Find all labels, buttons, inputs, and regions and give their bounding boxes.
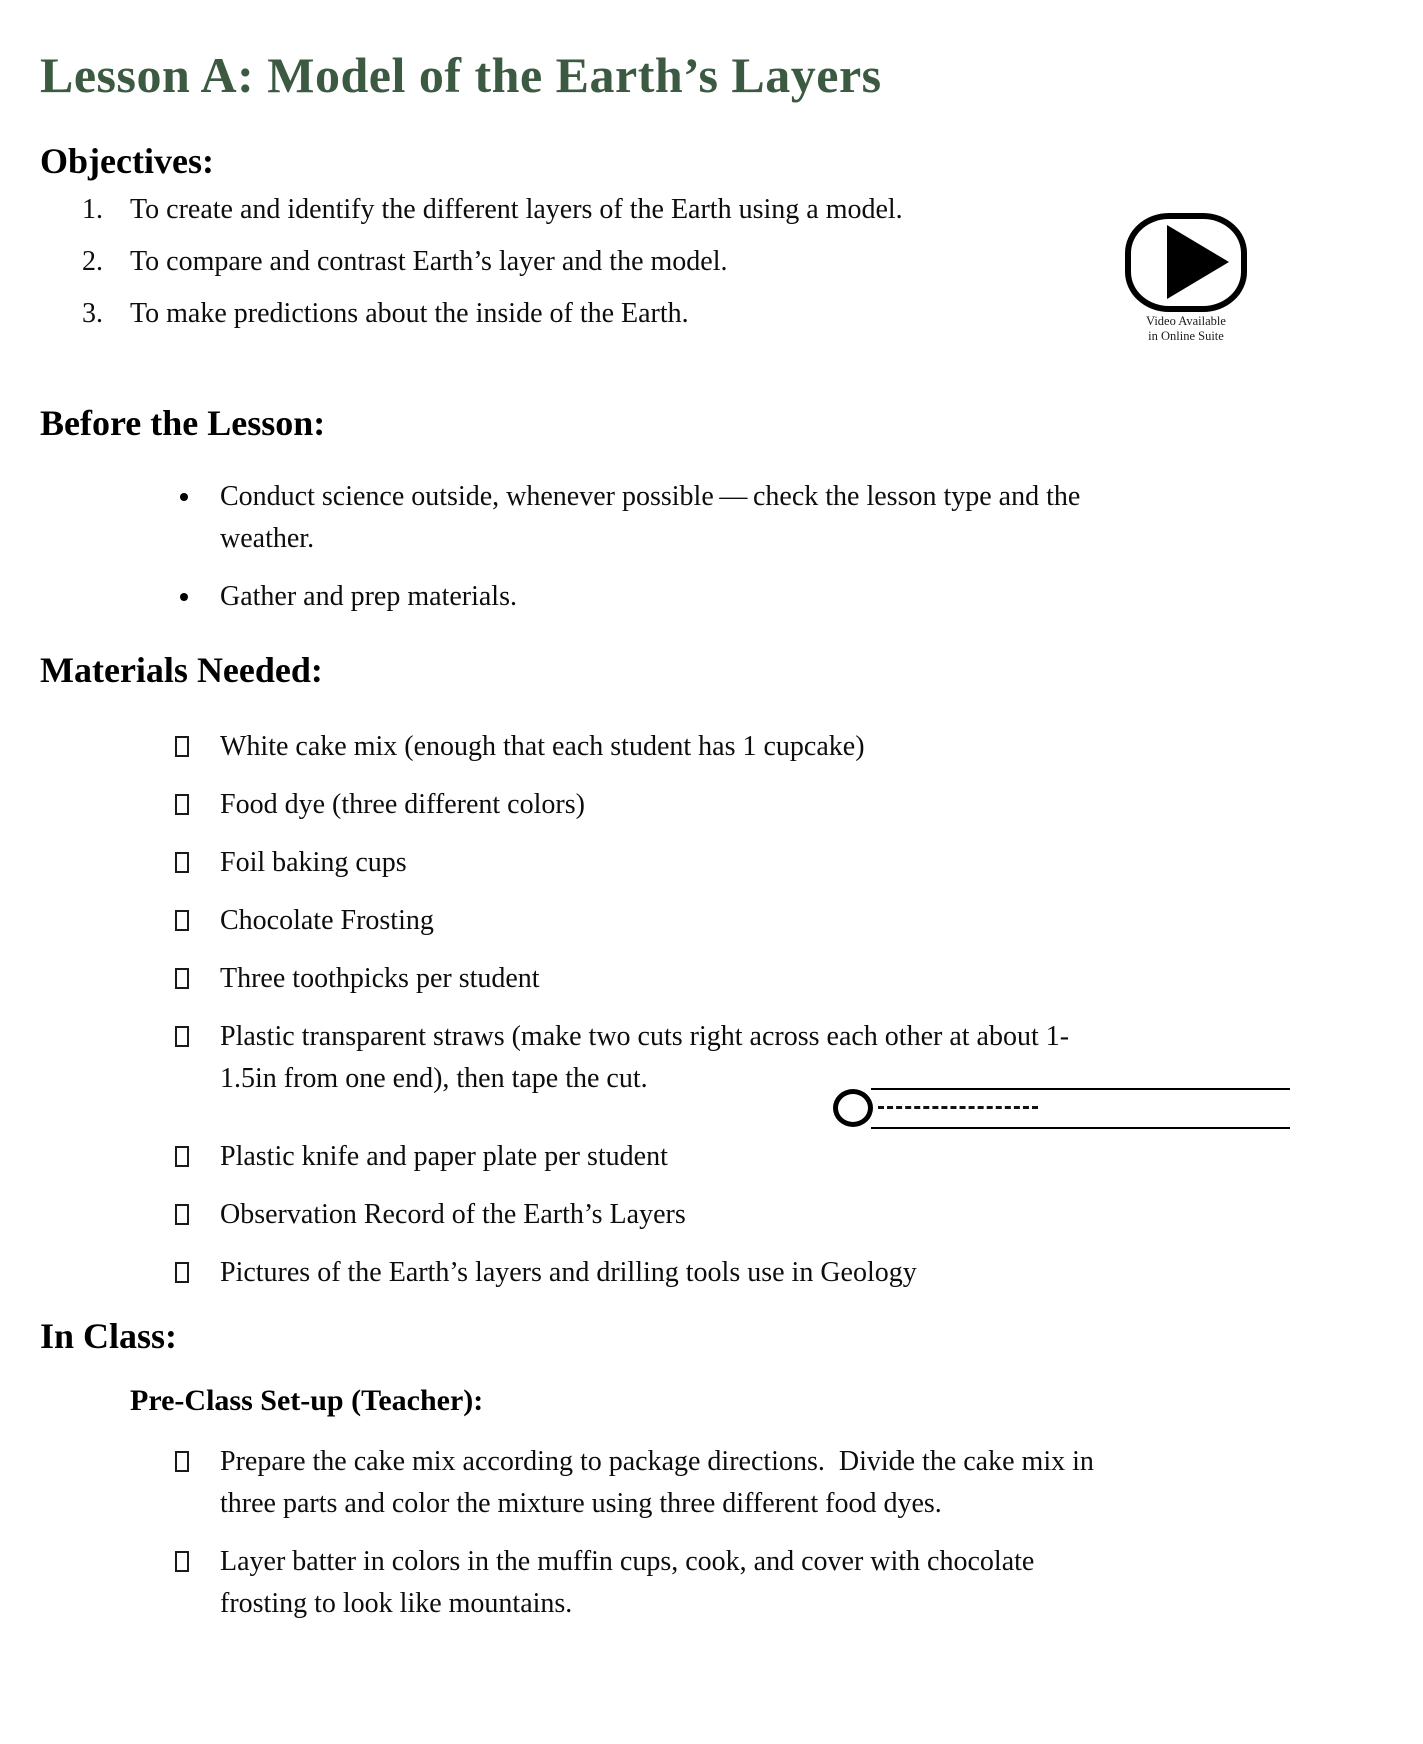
checkbox-icon xyxy=(175,968,189,989)
materials-heading: Materials Needed: xyxy=(40,650,323,690)
objective-text: To make predictions about the inside of the Earth. xyxy=(130,298,689,329)
list-number: 2. xyxy=(82,246,103,277)
video-caption xyxy=(1100,314,1272,344)
checkbox-icon xyxy=(175,1146,189,1167)
list-item-line: Prepare the cake mix according to package directions. Divide the cake mix in xyxy=(220,1446,1094,1477)
list-item xyxy=(175,900,1069,942)
list-item-line: Food dye (three different colors) xyxy=(220,789,585,820)
list-item-line: Gather and prep materials. xyxy=(220,581,517,612)
before-lesson-heading: Before the Lesson: xyxy=(40,403,326,443)
bullet-icon xyxy=(180,493,188,501)
before-lesson-list xyxy=(178,476,1080,634)
list-item xyxy=(175,1252,1069,1294)
materials-list xyxy=(175,726,1069,1310)
checkbox-icon xyxy=(175,1451,189,1472)
checkbox-icon xyxy=(175,1551,189,1572)
list-item-line: frosting to look like mountains. xyxy=(220,1588,573,1619)
list-item-line: Observation Record of the Earth’s Layers xyxy=(220,1199,686,1230)
pre-class-setup-subheading: Pre-Class Set-up (Teacher): xyxy=(130,1384,484,1417)
list-item-line: Conduct science outside, whenever possible — check the lesson type and the xyxy=(220,481,1081,512)
objective-item xyxy=(82,241,903,283)
list-item-line: Plastic knife and paper plate per student xyxy=(220,1141,668,1172)
list-item xyxy=(178,476,1080,560)
list-item-line: Plastic transparent straws (make two cuts right across each other at about 1- xyxy=(220,1021,1070,1052)
checkbox-icon xyxy=(175,736,189,757)
video-caption-line1: Video Available xyxy=(1146,314,1226,328)
objective-item xyxy=(82,293,903,335)
list-item-line: Chocolate Frosting xyxy=(220,905,434,936)
list-item-line: Foil baking cups xyxy=(220,847,407,878)
video-play-button[interactable] xyxy=(1125,213,1247,312)
objectives-list xyxy=(82,189,903,345)
straw-cut-dashed-line xyxy=(878,1106,1038,1109)
list-item xyxy=(175,726,1069,768)
list-item xyxy=(178,576,1080,618)
list-item-line: 1.5in from one end), then tape the cut. xyxy=(220,1063,648,1094)
page-title: Lesson A: Model of the Earth’s Layers xyxy=(40,47,882,103)
checkbox-icon xyxy=(175,1026,189,1047)
checkbox-icon xyxy=(175,794,189,815)
list-item-line: White cake mix (enough that each student has 1 cupcake) xyxy=(220,731,865,762)
list-item xyxy=(175,784,1069,826)
objective-text: To compare and contrast Earth’s layer and the model. xyxy=(130,246,728,277)
straw-top-edge-line xyxy=(871,1088,1290,1090)
objective-item xyxy=(82,189,903,231)
straw-opening-ellipse xyxy=(833,1089,873,1127)
list-item-line: Pictures of the Earth’s layers and drilling tools use in Geology xyxy=(220,1257,917,1288)
list-item xyxy=(175,958,1069,1000)
list-item xyxy=(175,1441,1094,1525)
list-item xyxy=(175,1541,1094,1625)
list-number: 3. xyxy=(82,298,103,329)
list-item xyxy=(175,842,1069,884)
straw-diagram xyxy=(833,1086,1293,1132)
checkbox-icon xyxy=(175,852,189,873)
objective-text: To create and identify the different layers of the Earth using a model. xyxy=(130,194,903,225)
in-class-heading: In Class: xyxy=(40,1316,178,1356)
checkbox-icon xyxy=(175,910,189,931)
list-number: 1. xyxy=(82,194,103,225)
checkbox-icon xyxy=(175,1204,189,1225)
video-caption-line2: in Online Suite xyxy=(1148,329,1224,343)
straw-bottom-edge-line xyxy=(871,1127,1290,1129)
play-icon xyxy=(1167,225,1229,299)
pre-class-list xyxy=(175,1441,1094,1641)
list-item xyxy=(175,1136,1069,1178)
list-item-line: Three toothpicks per student xyxy=(220,963,540,994)
list-item-line: Layer batter in colors in the muffin cups, cook, and cover with chocolate xyxy=(220,1546,1035,1577)
list-item-line: three parts and color the mixture using three different food dyes. xyxy=(220,1488,942,1519)
objectives-heading: Objectives: xyxy=(40,141,214,181)
list-item-line: weather. xyxy=(220,523,315,554)
bullet-icon xyxy=(180,593,188,601)
checkbox-icon xyxy=(175,1262,189,1283)
list-item xyxy=(175,1194,1069,1236)
